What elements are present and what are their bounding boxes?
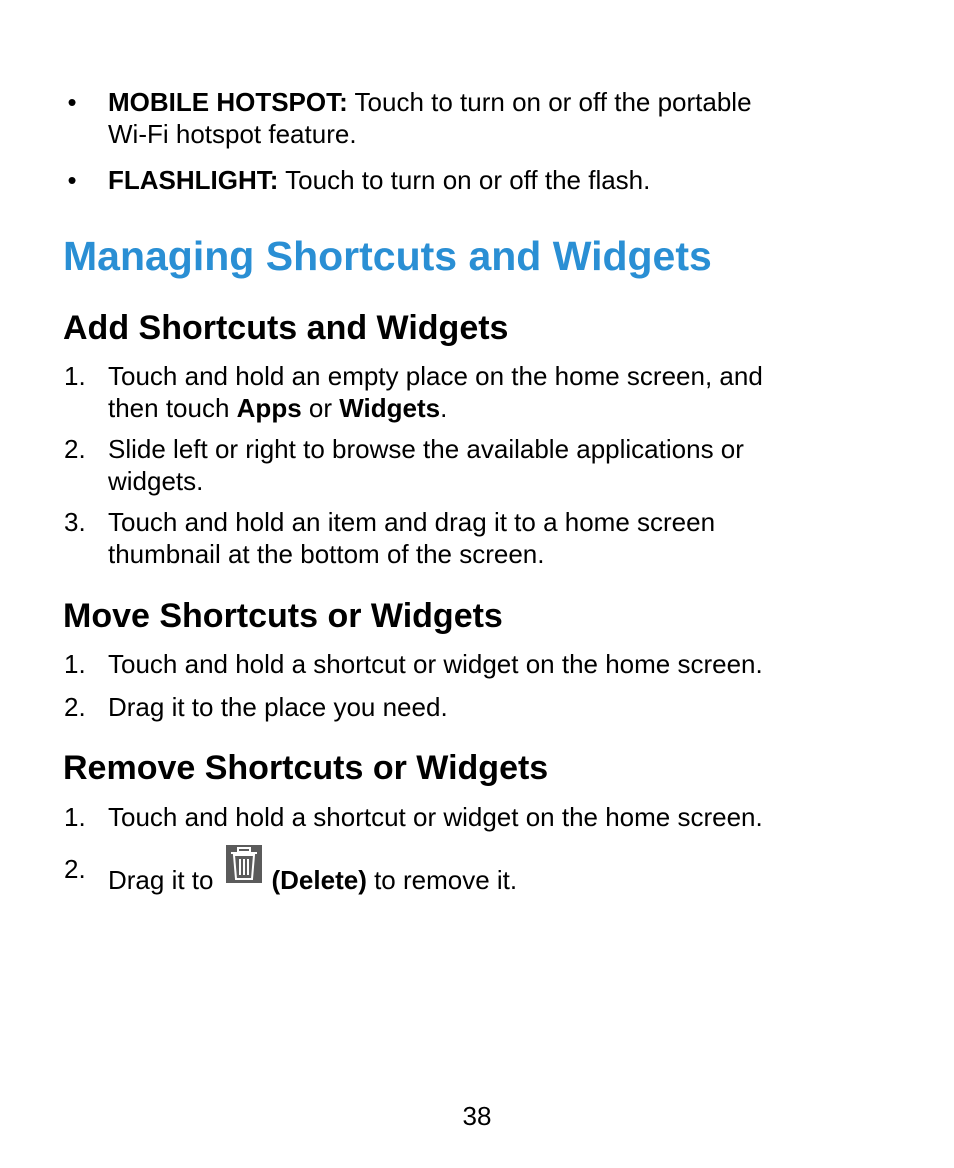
list-item bbox=[64, 86, 884, 150]
section-heading-move: Move Shortcuts or Widgets bbox=[63, 597, 503, 635]
section-heading-add: Add Shortcuts and Widgets bbox=[63, 309, 509, 347]
term: FLASHLIGHT: bbox=[108, 165, 279, 195]
description: Touch to turn on or off the portable bbox=[347, 87, 752, 117]
step-text: Touch and hold an item and drag it to a home screen bbox=[108, 507, 716, 537]
move-steps-list bbox=[64, 648, 884, 723]
description: Touch to turn on or off the flash. bbox=[278, 165, 651, 195]
step-text: Drag it to the place you need. bbox=[108, 692, 448, 722]
step-number: 1. bbox=[64, 802, 86, 832]
step-number: 1. bbox=[64, 649, 86, 679]
delete-label: (Delete) bbox=[271, 865, 367, 895]
add-steps-list bbox=[64, 360, 884, 570]
list-item bbox=[64, 164, 884, 196]
apps-label: Apps bbox=[236, 393, 302, 423]
step-number: 2. bbox=[64, 692, 86, 722]
step-number: 3. bbox=[64, 507, 86, 537]
step-number: 2. bbox=[64, 434, 86, 464]
quick-settings-list bbox=[64, 86, 884, 210]
list-item bbox=[64, 506, 884, 570]
list-item bbox=[64, 853, 884, 896]
section-heading-remove: Remove Shortcuts or Widgets bbox=[63, 749, 549, 787]
list-item bbox=[64, 360, 884, 424]
trash-icon bbox=[226, 845, 262, 883]
step-text: to remove it. bbox=[366, 865, 518, 895]
widgets-label: Widgets bbox=[339, 393, 441, 423]
page-title: Managing Shortcuts and Widgets bbox=[63, 233, 712, 279]
step-number: 1. bbox=[64, 361, 86, 391]
term: MOBILE HOTSPOT: bbox=[108, 87, 348, 117]
step-text: Touch and hold a shortcut or widget on the home screen. bbox=[108, 802, 763, 832]
step-text: then touch bbox=[108, 393, 237, 423]
step-text: . bbox=[440, 393, 448, 423]
step-text: Touch and hold a shortcut or widget on the home screen. bbox=[108, 649, 763, 679]
page-number: 38 bbox=[462, 1101, 492, 1131]
step-text: widgets. bbox=[108, 466, 204, 496]
step-text: Touch and hold an empty place on the home screen, and bbox=[108, 361, 763, 391]
list-item bbox=[64, 801, 884, 833]
list-item bbox=[64, 648, 884, 680]
list-item bbox=[64, 691, 884, 723]
description: Wi-Fi hotspot feature. bbox=[108, 119, 357, 149]
list-item bbox=[64, 433, 884, 497]
remove-steps-list bbox=[64, 801, 884, 896]
bullet-symbol: • bbox=[67, 165, 77, 195]
bullet-symbol: • bbox=[67, 87, 77, 117]
step-text: Slide left or right to browse the available applications or bbox=[108, 434, 744, 464]
step-text: Drag it to bbox=[108, 865, 214, 895]
step-text: or bbox=[301, 393, 340, 423]
step-text: thumbnail at the bottom of the screen. bbox=[108, 539, 545, 569]
step-number: 2. bbox=[64, 854, 86, 884]
